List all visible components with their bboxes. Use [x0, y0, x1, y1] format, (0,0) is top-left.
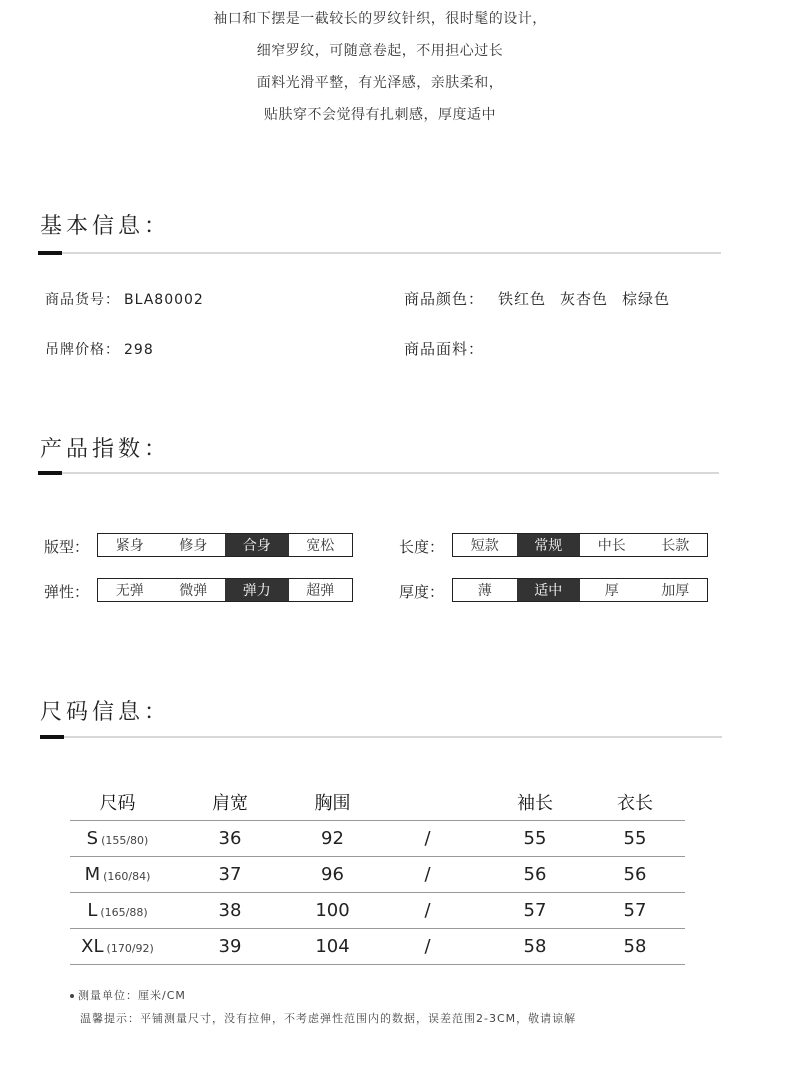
sku-value: BLA80002	[124, 292, 204, 308]
length-option: 中长	[597, 538, 626, 554]
thickness-option: 加厚	[661, 583, 690, 599]
length-cell: 55	[585, 821, 685, 857]
sleeve-cell: 57	[485, 893, 585, 929]
length-option: 短款	[470, 538, 499, 554]
slash-cell: /	[370, 821, 485, 857]
size-cell	[70, 821, 165, 857]
slash-cell: /	[370, 893, 485, 929]
product-index-title: 产品指数：	[40, 437, 171, 462]
chest-cell: 96	[295, 857, 370, 893]
chest-cell: 92	[295, 821, 370, 857]
color-option: 灰杏色	[560, 290, 609, 308]
sku-label: 商品货号：	[45, 292, 120, 308]
length-option: 长款	[661, 538, 690, 554]
length-option-selected: 常规	[517, 534, 581, 556]
elasticity-label: 弹性：	[44, 583, 90, 601]
thickness-option: 厚	[604, 583, 619, 599]
size-ref: (160/84)	[103, 870, 151, 883]
chest-cell: 100	[295, 893, 370, 929]
color-label: 商品颜色：	[404, 290, 485, 308]
sku-field	[45, 289, 204, 309]
price-label: 吊牌价格：	[45, 342, 120, 358]
color-option: 棕绿色	[622, 290, 671, 308]
color-option: 铁红色	[498, 290, 547, 308]
intro-line: 细窄罗纹，可随意卷起，不用担心过长	[256, 43, 504, 59]
chest-cell: 104	[295, 929, 370, 965]
shoulder-cell: 37	[165, 857, 295, 893]
size-table	[70, 784, 685, 965]
price-value: 298	[124, 342, 154, 358]
price-field	[45, 339, 154, 359]
size-code: S	[86, 828, 99, 849]
elasticity-option: 超弹	[306, 583, 335, 599]
header-blank	[370, 784, 485, 821]
color-field	[404, 288, 670, 309]
unit-note-text: 测量单位：厘米/CM	[78, 989, 186, 1002]
size-info-title: 尺码信息：	[40, 700, 171, 725]
header-shoulder: 肩宽	[212, 793, 248, 814]
elasticity-option: 微弹	[179, 583, 208, 599]
header-size: 尺码	[99, 793, 136, 814]
shoulder-cell: 39	[165, 929, 295, 965]
slash-cell: /	[370, 857, 485, 893]
table-row	[70, 893, 685, 929]
length-label: 长度：	[399, 538, 445, 556]
size-ref: (170/92)	[106, 942, 154, 955]
thickness-label: 厚度：	[399, 583, 445, 601]
size-table-header	[70, 784, 685, 821]
size-cell	[70, 929, 165, 965]
thickness-option: 薄	[477, 583, 492, 599]
header-length: 衣长	[617, 793, 653, 814]
product-index-divider	[38, 472, 719, 474]
fit-option-selected: 合身	[225, 534, 289, 556]
measurement-tip: 温馨提示：平铺测量尺寸，没有拉伸，不考虑弹性范围内的数据，误差范围2-3CM，敬请谅解	[80, 1012, 577, 1025]
fit-option: 修身	[179, 538, 208, 554]
thickness-option-selected: 适中	[517, 579, 581, 601]
shoulder-cell: 38	[165, 893, 295, 929]
intro-line: 贴肤穿不会觉得有扎刺感，厚度适中	[264, 107, 496, 123]
table-row	[70, 821, 685, 857]
thickness-scale	[452, 578, 708, 602]
basic-info-divider	[38, 252, 721, 254]
size-info-divider	[40, 736, 722, 738]
fabric-field	[404, 338, 484, 359]
size-ref: (155/80)	[101, 834, 149, 847]
length-scale	[452, 533, 708, 557]
length-cell: 56	[585, 857, 685, 893]
slash-cell: /	[370, 929, 485, 965]
elasticity-scale	[97, 578, 353, 602]
fit-option: 紧身	[115, 538, 144, 554]
size-code: M	[84, 864, 101, 885]
fit-label: 版型：	[44, 538, 90, 556]
size-cell	[70, 857, 165, 893]
table-row	[70, 929, 685, 965]
sleeve-cell: 58	[485, 929, 585, 965]
fabric-label: 商品面料：	[404, 340, 485, 358]
sleeve-cell: 56	[485, 857, 585, 893]
table-row	[70, 857, 685, 893]
size-cell	[70, 893, 165, 929]
header-chest: 胸围	[314, 793, 351, 814]
length-cell: 58	[585, 929, 685, 965]
intro-line: 面料光滑平整，有光泽感，亲肤柔和，	[256, 75, 504, 91]
length-cell: 57	[585, 893, 685, 929]
unit-note	[70, 987, 186, 1003]
size-code: L	[87, 900, 98, 921]
elasticity-option: 无弹	[115, 583, 144, 599]
header-sleeve: 袖长	[517, 793, 553, 814]
intro-line: 袖口和下摆是一截较长的罗纹针织，很时髦的设计，	[213, 11, 547, 27]
sleeve-cell: 55	[485, 821, 585, 857]
fit-option: 宽松	[306, 538, 335, 554]
basic-info-title: 基本信息：	[40, 214, 171, 239]
shoulder-cell: 36	[165, 821, 295, 857]
size-code: XL	[81, 936, 104, 957]
fit-scale	[97, 533, 353, 557]
bullet-icon	[70, 994, 74, 998]
size-ref: (165/88)	[100, 906, 148, 919]
elasticity-option-selected: 弹力	[225, 579, 289, 601]
